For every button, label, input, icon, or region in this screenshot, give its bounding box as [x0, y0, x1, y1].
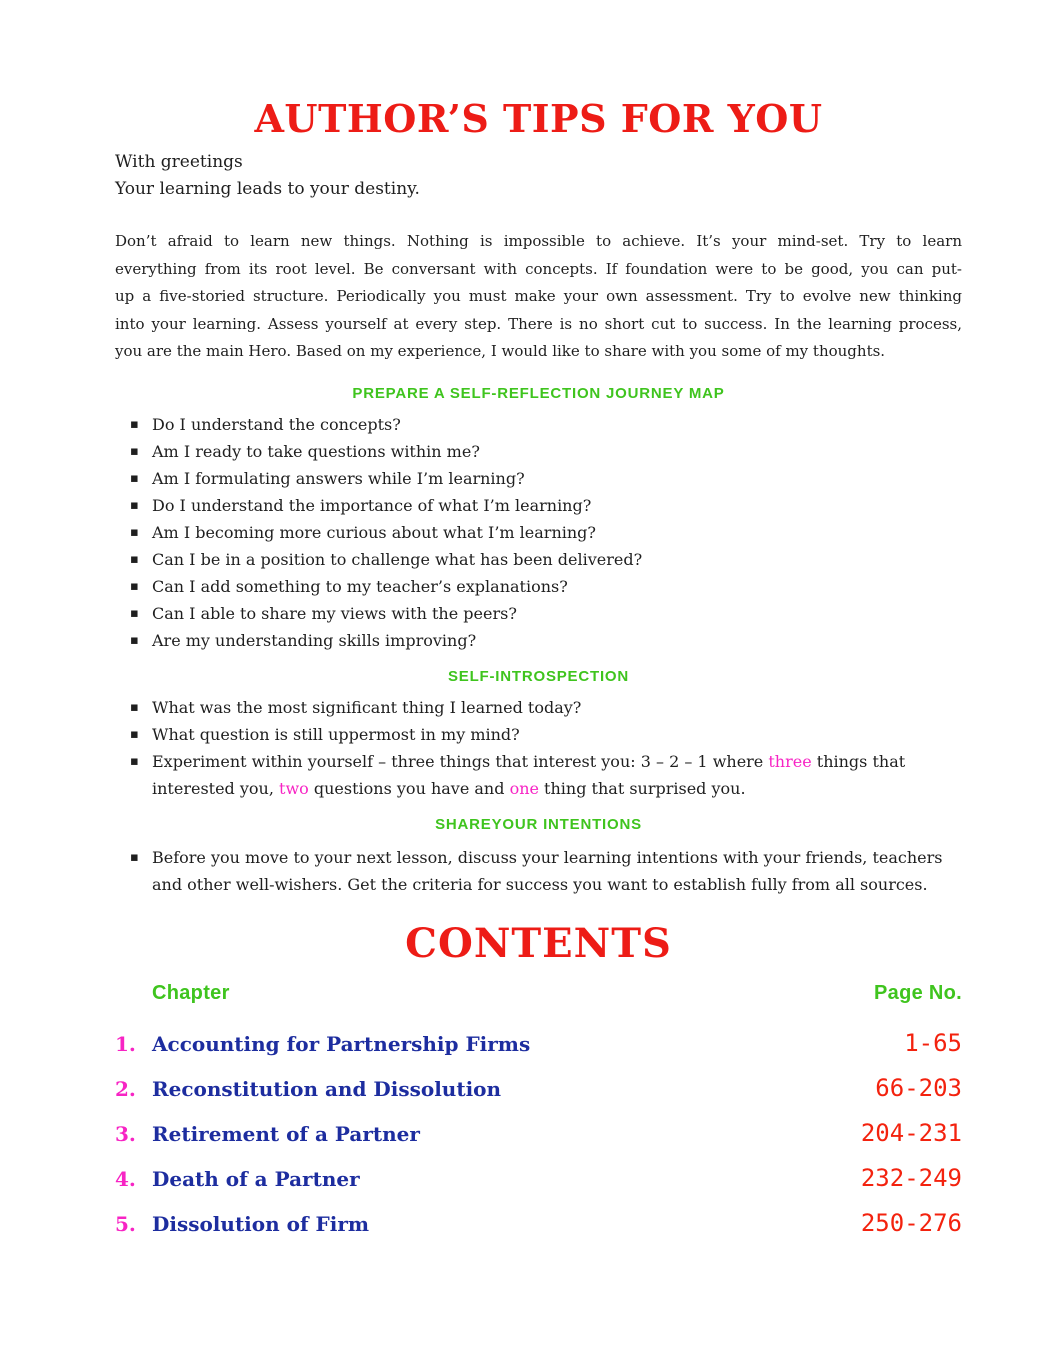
paragraph-line: into your learning. Assess yourself at every step. There is no short cut to success. In the learning process,	[115, 314, 962, 333]
table-row	[115, 1074, 962, 1103]
square-bullet-icon: ▪	[130, 726, 139, 742]
share-intentions-list	[115, 844, 962, 898]
square-bullet-icon: ▪	[130, 578, 139, 594]
list-item	[115, 694, 962, 721]
list-item	[115, 721, 962, 748]
journey-map-list	[115, 411, 962, 654]
square-bullet-icon: ▪	[130, 524, 139, 540]
chapter-title: Death of a Partner	[152, 1166, 360, 1191]
list-item	[115, 844, 962, 898]
greeting-line: With greetings	[115, 152, 243, 172]
section-heading-share-intentions: SHAREYOUR INTENTIONS	[435, 815, 642, 833]
table-row	[115, 1209, 962, 1238]
highlighted-word: one	[509, 778, 539, 798]
chapter-number: 5.	[115, 1211, 136, 1236]
text-segment: questions you have and	[308, 778, 510, 798]
page-range: 1-65	[904, 1028, 962, 1057]
chapter-title: Reconstitution and Dissolution	[152, 1076, 502, 1101]
section-heading-journey-map: PREPARE A SELF-REFLECTION JOURNEY MAP	[352, 384, 725, 402]
list-item	[115, 492, 962, 519]
list-item	[115, 748, 962, 802]
square-bullet-icon: ▪	[130, 753, 139, 769]
table-row	[115, 1164, 962, 1193]
list-item	[115, 411, 962, 438]
chapter-title: Dissolution of Firm	[152, 1211, 370, 1236]
paragraph-line: up a five-storied structure. Periodically you must make your own assessment. Try to evolve new thinking	[115, 287, 962, 305]
highlighted-word: three	[768, 751, 812, 771]
intro-paragraph	[115, 228, 962, 366]
list-item	[115, 600, 962, 627]
highlighted-word: two	[279, 778, 309, 798]
list-item	[115, 519, 962, 546]
square-bullet-icon: ▪	[130, 443, 139, 459]
list-item	[115, 546, 962, 573]
contents-header-row	[115, 981, 962, 1005]
list-item-text: Am I ready to take questions within me?	[152, 441, 480, 461]
list-item	[115, 465, 962, 492]
contents-title: CONTENTS	[405, 919, 672, 967]
page-range: 250-276	[860, 1208, 962, 1237]
list-item-text: Can I add something to my teacher’s explanations?	[152, 576, 568, 596]
chapter-title: Accounting for Partnership Firms	[152, 1031, 531, 1056]
paragraph-line: everything from its root level. Be conversant with concepts. If foundation were to be good, you can put-	[115, 259, 962, 278]
motto-line: Your learning leads to your destiny.	[115, 179, 420, 199]
list-item-text: Am I becoming more curious about what I’m learning?	[152, 522, 596, 542]
chapter-title: Retirement of a Partner	[152, 1121, 420, 1146]
paragraph-line: Don’t afraid to learn new things. Nothing is impossible to achieve. It’s your mind-set. Try to learn	[115, 232, 962, 250]
chapter-number: 1.	[115, 1031, 136, 1056]
chapter-number: 3.	[115, 1121, 136, 1146]
text-segment: things that interested you,	[152, 751, 906, 798]
list-item-text: Can I able to share my views with the peers?	[152, 603, 517, 623]
list-item-text: What question is still uppermost in my mind?	[152, 724, 520, 744]
table-row	[115, 1119, 962, 1148]
square-bullet-icon: ▪	[130, 551, 139, 567]
square-bullet-icon: ▪	[130, 699, 139, 715]
page-title: AUTHOR’S TIPS FOR YOU	[254, 96, 823, 141]
paragraph-line: you are the main Hero. Based on my experience, I would like to share with you some of my thoughts.	[115, 342, 886, 360]
section-heading-self-introspection: SELF-INTROSPECTION	[447, 667, 630, 685]
chapter-number: 4.	[115, 1166, 136, 1191]
list-item	[115, 573, 962, 600]
table-row	[115, 1029, 962, 1058]
list-item-text: Am I formulating answers while I’m learning?	[152, 468, 525, 488]
square-bullet-icon: ▪	[130, 497, 139, 513]
page-range: 66-203	[875, 1073, 962, 1102]
self-introspection-list	[115, 694, 962, 802]
square-bullet-icon: ▪	[130, 605, 139, 621]
list-item-text: Do I understand the importance of what I’m learning?	[152, 495, 592, 515]
text-segment: thing that surprised you.	[538, 778, 746, 798]
contents-rows	[115, 1029, 962, 1238]
list-item	[115, 438, 962, 465]
page-range: 232-249	[860, 1163, 962, 1192]
text-segment: Experiment within yourself – three things that interest you: 3 – 2 – 1 where	[152, 751, 769, 771]
list-item-text: Before you move to your next lesson, discuss your learning intentions with your friends, teachers and other well-wishers. Get the criteria for success you want to establish fully from all sources.	[152, 847, 943, 894]
chapter-number: 2.	[115, 1076, 136, 1101]
square-bullet-icon: ▪	[130, 849, 139, 865]
page-range: 204-231	[860, 1118, 962, 1147]
square-bullet-icon: ▪	[130, 632, 139, 648]
column-header-chapter: Chapter	[152, 981, 230, 1004]
list-item	[115, 627, 962, 654]
square-bullet-icon: ▪	[130, 416, 139, 432]
list-item-text: What was the most significant thing I learned today?	[152, 697, 582, 717]
column-header-page-no: Page No.	[874, 981, 962, 1004]
list-item-text: Can I be in a position to challenge what has been delivered?	[152, 549, 643, 569]
list-item-text: Do I understand the concepts?	[152, 414, 401, 434]
list-item-text: Are my understanding skills improving?	[152, 630, 477, 650]
square-bullet-icon: ▪	[130, 470, 139, 486]
